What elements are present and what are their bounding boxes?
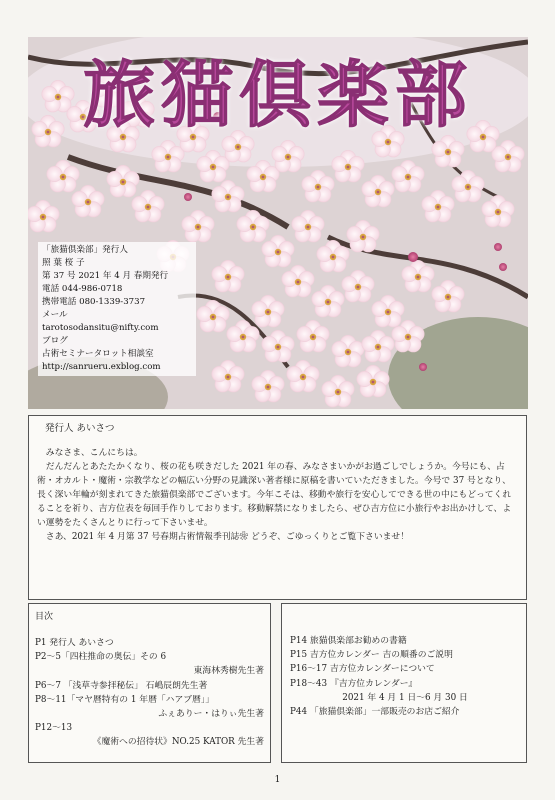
toc-entry: P2～5「四柱推命の奥伝」その 6 <box>35 652 167 663</box>
toc-entry: P1 発行人 あいさつ <box>35 638 114 648</box>
publisher-line: 電話 044-986-0718 <box>42 284 123 294</box>
table-of-contents-right <box>281 603 527 763</box>
toc-entry: P15 吉方位カレンダー 吉の順番のご説明 <box>290 650 453 661</box>
toc-entry: P12～13 <box>35 723 73 734</box>
publisher-line[interactable]: tarotosodansitu@nifty.com <box>42 323 159 333</box>
greeting-box <box>28 415 527 600</box>
toc-entry: P44 「旅猫倶楽部」一部販売のお店ご紹介 <box>290 707 460 718</box>
publisher-line: ブログ <box>42 336 68 346</box>
cover-photo <box>28 37 528 409</box>
toc-entry: P16～17 吉方位カレンダーについて <box>290 664 435 675</box>
publisher-line: 第 37 号 2021 年 4 月 春期発行 <box>42 271 169 281</box>
toc-entry: P8～11「マヤ暦特有の 1 年暦「ハアブ暦」」 <box>35 694 215 705</box>
publisher-line: メール <box>42 310 68 320</box>
publisher-line: 占術セミナータロット相談室 <box>42 349 154 359</box>
toc-entry: ふぇありー・はりぃ先生著 <box>158 709 264 720</box>
publisher-info <box>38 242 196 376</box>
publisher-line[interactable]: http://sanrueru.exblog.com <box>42 362 161 372</box>
toc-heading: 目次 <box>35 612 54 622</box>
masthead-title: 旅猫倶楽部 <box>82 52 473 137</box>
greeting-paragraph: だんだんとあたたかくなり、桜の花も咲きだした 2021 年の春、みなさまいかがお過ごしでしょうか。今号にも、占術・オカルト・魔術・宗教学などの幅広い分野の見識深い著者様に原稿を書いていただきました。今号で 37 号となり、長く深い年輪が刻まれてきた旅猫倶楽部でございます。今年こそは、移動や旅行を安心してできる世の中にもどってくれることを祈り、吉方位表を毎回手作りしております。移動解禁になりましたら、ぜひ吉方位に小旅行やお出かけして、よい運勢をたくさんとりに行って下さいませ。 <box>37 462 512 528</box>
table-of-contents-left <box>28 603 271 763</box>
toc-entry: 2021 年 4 月 1 日～6 月 30 日 <box>342 692 468 703</box>
toc-entry: 《魔術への招待状》NO.25 KATOR 先生著 <box>92 737 264 748</box>
page-number: 1 <box>274 775 281 785</box>
publisher-line: 携帯電話 080-1339-3737 <box>42 297 146 307</box>
toc-entry: P6～7 「浅草寺参拝秘伝」 石嶋辰朗先生著 <box>35 680 208 691</box>
toc-entry: 東海林秀樹先生著 <box>193 666 264 677</box>
publisher-line: 照 葉 桜 子 <box>42 258 85 268</box>
publisher-line: 「旅猫倶楽部」発行人 <box>42 245 128 255</box>
toc-entry: P18～43 『吉方位カレンダー』 <box>290 678 418 689</box>
greeting-salutation: みなさま、こんにちは。 <box>45 448 143 458</box>
greeting-title: 発行人 あいさつ <box>45 423 115 434</box>
greeting-closing: さあ、2021 年 4 月第 37 号春期占術情報季刊誌❀ どうぞ、ごゆっくりとご覧下さいませ！ <box>45 532 410 542</box>
toc-entry: P14 旅猫倶楽部お勧めの書籍 <box>290 636 407 646</box>
